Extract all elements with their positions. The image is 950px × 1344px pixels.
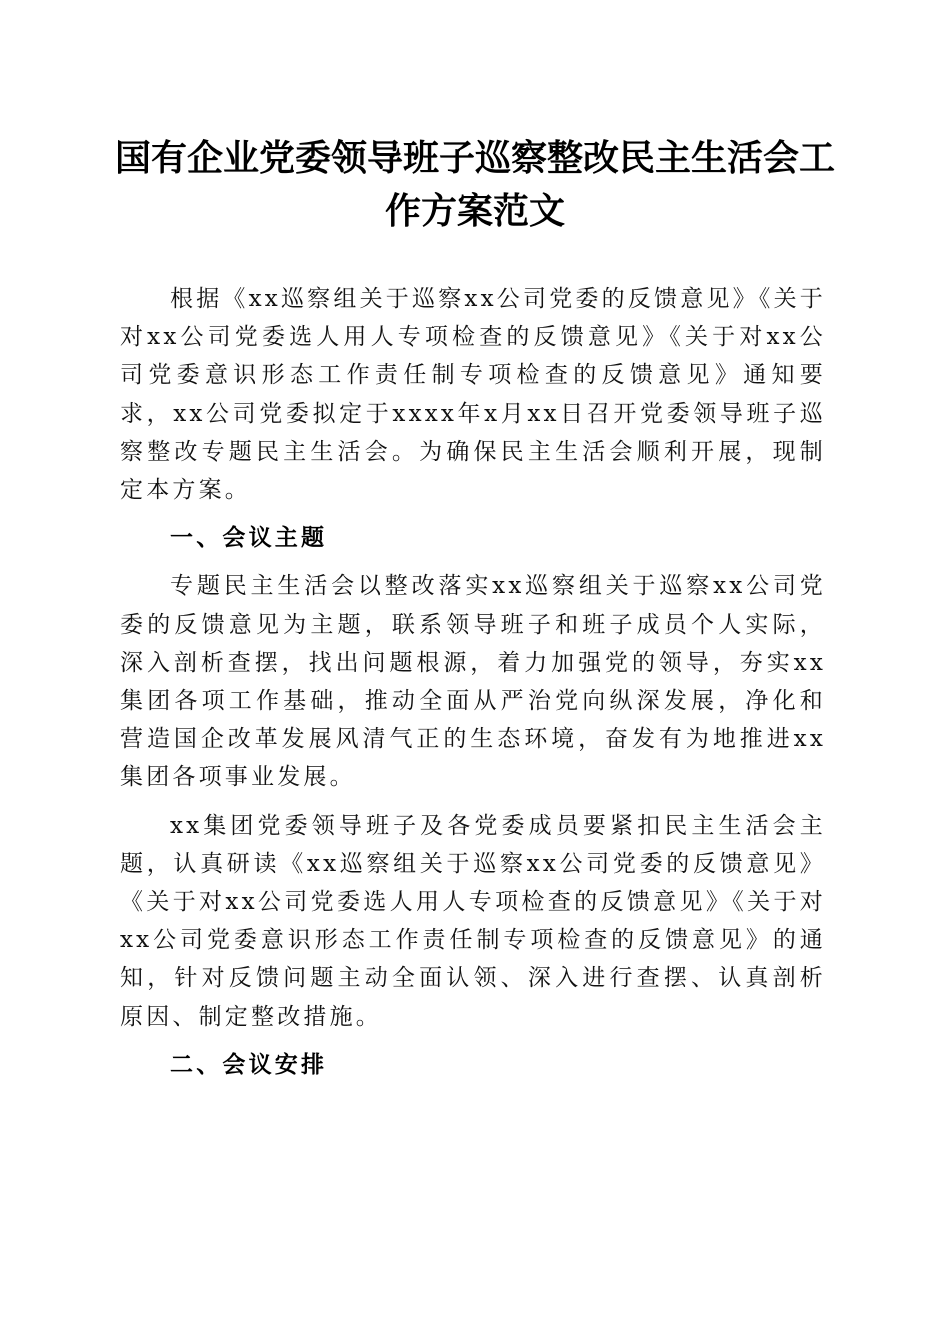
section-heading-meeting-theme: 一、会议主题 [170, 525, 328, 552]
section-heading-meeting-arrangement: 二、会议安排 [170, 1051, 328, 1078]
spacer [120, 557, 826, 567]
requirements-paragraph: xx集团党委领导班子及各党委成员要紧扣民主生活会主题，认真研读《xx巡察组关于巡察xx公司党委的反馈意见》《关于对xx公司党委选人用人专项检查的反馈意见》《关于对xx公司党委意识形态工作责任制专项检查的反馈意见》的通知，针对反馈问题主动全面认领、深入进行查摆、认真剖析原因、制定整改措施。 [120, 812, 826, 1030]
theme-paragraph: 专题民主生活会以整改落实xx巡察组关于巡察xx公司党委的反馈意见为主题，联系领导班子和班子成员个人实际，深入剖析查摆，找出问题根源，着力加强党的领导，夯实xx集团各项工作基础，推动全面从严治党向纵深发展，净化和营造国企改革发展风清气正的生态环境，奋发有为地推进xx集团各项事业发展。 [120, 573, 826, 791]
document-title: 国有企业党委领导班子巡察整改民主生活会工作方案范文 [114, 137, 835, 232]
spacer [120, 1036, 826, 1046]
spacer [120, 797, 826, 807]
document-body [120, 280, 826, 1084]
intro-paragraph: 根据《xx巡察组关于巡察xx公司党委的反馈意见》《关于对xx公司党委选人用人专项检查的反馈意见》《关于对xx公司党委意识形态工作责任制专项检查的反馈意见》通知要求，xx公司党委拟定于xxxx年x月xx日召开党委领导班子巡察整改专题民主生活会。为确保民主生活会顺利开展，现制定本方案。 [120, 286, 826, 504]
spacer [120, 509, 826, 519]
